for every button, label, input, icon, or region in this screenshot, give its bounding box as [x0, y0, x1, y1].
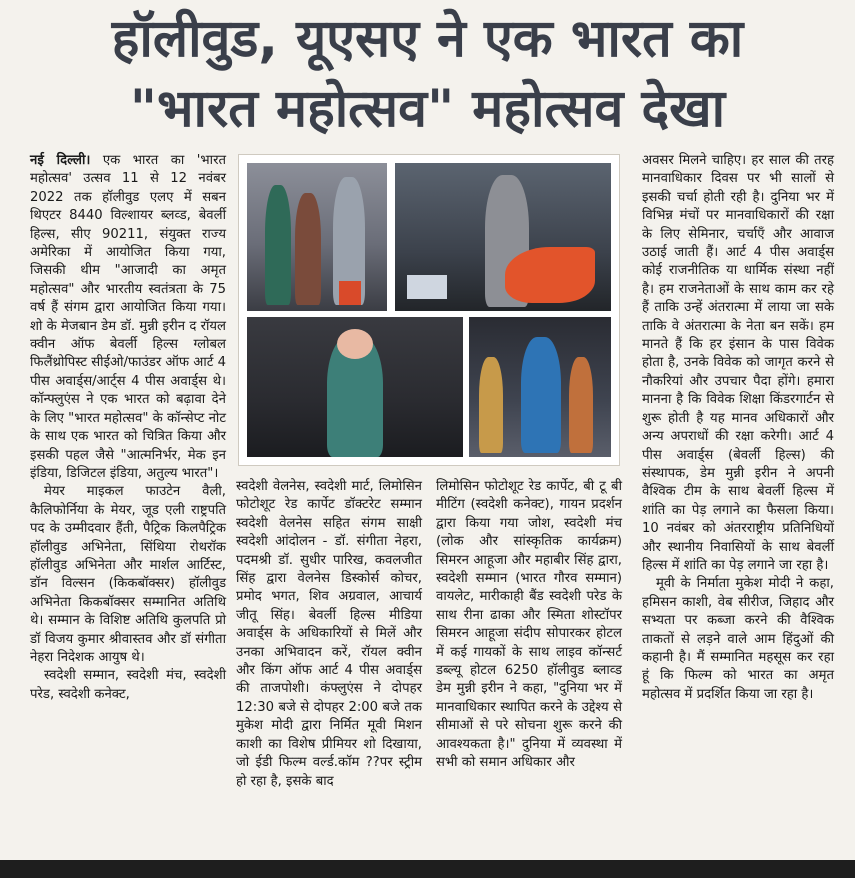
article-paragraph: लिमोसिन फोटोशूट रेड कार्पेट, बी टू बी मीटिंग (स्वदेशी कनेक्ट), गायन प्रदर्शन द्वारा किया गया जोश, स्वदेशी मंच (लोक और सांस्कृतिक कार्यक्रम) सिमरन आहूजा और महाबीर सिंह द्वारा, स्वदेशी सम्मान (भारत गौरव सम्मान) वायलेट, मारीकाही बैंड स्वदेशी परेड के साथ रीना ढाका और स्मिता शोस्टॉपर सिमरन आहूजा संदीप सोपारकर होटल में कई गायकों के साथ लाइव कॉन्सर्ट डब्ल्यू होटल 6250 हॉलीवुड ब्लाव्ड डेम मुन्नी इरीन ने कहा, "दुनिया भर में मानवाधिकार स्थापित करने के उद्देश्य से सीमाओं से परे सोचना शुरू करने की आवश्यकता है।" दुनिया में व्यवस्था में सभी को समान अधिकार और — [436, 479, 622, 771]
article-column-2 — [236, 478, 422, 791]
event-photo-collage — [238, 154, 620, 466]
photo-fashion-show-3 — [247, 317, 463, 457]
article-paragraph: अवसर मिलने चाहिए। हर साल की तरह मानवाधिकार दिवस पर भी सालों से इसकी चर्चा होती रही है। दुनिया भर में विभिन्न मंचों पर मानवाधिकारों की रक्षा के लिए सेमिनार, चर्चाएँ और आवाज उठाई जाती हैं। आर्ट 4 पीस अवार्ड्स कोई राजनीतिक या धार्मिक संस्था नहीं है। हम राजनेताओं के साथ काम कर रहे हैं ताकि उन्हें अंतरात्मा में लाया जा सके ताकि वे अंतरात्मा के नेता बन सकें। हम मानते हैं कि हर इंसान के पास विवेक होता है, उनके विवेक को जागृत करने से नौकरियां और उपचार पैदा होंगे। हमारा मानना है कि विवेक शिक्षा किंडरगार्टन से शुरू होती है यह मानव अधिकारों और अन्य अपराधों की रक्षा करेगी। आर्ट 4 पीस अवार्ड्स (बेवर्ली हिल्स) की संस्थापक, डेम मुन्नी इरीन ने अपनी वैश्विक टीम के साथ बेवर्ली हिल्स में शांति का पेड़ लगाने का फैसला किया। 10 नवंबर को अंतरराष्ट्रीय प्रतिनिधियों और स्थानीय निवासियों के साथ बेवर्ली हिल्स में शांति का पेड़ लगाने जा रहा है। — [642, 153, 834, 573]
dateline: नई दिल्ली। — [30, 153, 91, 168]
cropped-next-headline — [0, 860, 855, 878]
headline-line-2: "भारत महोत्सव" महोत्सव देखा — [129, 79, 726, 139]
article-column-4 — [642, 152, 834, 704]
photo-fashion-show-2 — [395, 163, 611, 311]
headline — [0, 4, 855, 144]
article-paragraph: स्वदेशी वेलनेस, स्वदेशी मार्ट, लिमोसिन फोटोशूट रेड कार्पेट डॉक्टरेट सम्मान स्वदेशी वेलनेस सहित संगम साक्षी स्वदेशी आंदोलन - डॉ. संगीता नेहरा, पदमश्री डॉ. सुधीर पारिख, कवलजीत सिंह द्वारा वेलनेस डिस्कोर्स कोचर, प्रमोद भगत, शिव अग्रवाल, आचार्य जीतू सिंह। बेवर्ली हिल्स मीडिया अवार्ड्स के अधिकारियों से मिलें और उनका अभिवादन करें, रॉयल क्वीन और किंग ऑफ आर्ट 4 पीस अवार्ड्स की ताजपोशी। कंफ्लुएंस ने दोपहर 12:30 बजे से दोपहर 2:00 बजे तक मुकेश मोदी द्वारा निर्मित मूवी मिशन काशी का विशेष प्रीमियर शो दिखाया, जो ईडी फिल्म वर्ल्ड.कॉम ??पर स्ट्रीम हो रहा है, इसके बाद — [236, 479, 422, 789]
photo-fashion-show-1 — [247, 163, 387, 311]
article-paragraph: नई दिल्ली। एक भारत का 'भारत महोत्सव' उत्सव 11 से 12 नवंबर 2022 तक हॉलीवुड एलए में सबन थिएटर 8440 विल्शायर ब्लव्ड, बेवर्ली हिल्स, सीए 90211, संयुक्त राज्य अमेरिका में आयोजित किया गया, जिसकी थीम "आजादी का अमृत महोत्सव" और भारतीय स्वतंत्रता के 75 वर्ष हैं संगम द्वारा आयोजित किया गया। शो के मेजबान डेम डॉ. मुन्नी इरीन द रॉयल क्वीन ऑफ बेवर्ली हिल्स ग्लोबल फिलैंथ्रोपिस्ट सीईओ/फाउंडर ऑफ आर्ट 4 पीस अवार्ड्स/आर्ट्स 4 पीस अवार्ड्स थे। कॉन्फ्लुएंस ने एक भारत को बढ़ावा देने के लिए "भारत महोत्सव" के कॉन्सेप्ट नोट के साथ एक भारत को चित्रित किया और इसकी पहल जैसे "आत्मनिर्भर, मेक इन इंडिया, डिजिटल इंडिया, अतुल्य भारत"। — [30, 153, 226, 481]
article-column-3 — [436, 478, 622, 773]
headline-line-1: हॉलीवुड, यूएसए ने एक भारत का — [111, 9, 744, 69]
article-paragraph: मूवी के निर्माता मुकेश मोदी ने कहा, हमिसन काशी, वेब सीरीज, जिहाद और सभ्यता पर कब्जा करने की वैश्विक ताकतों से लड़ने वाले आम हिंदुओं की कहानी है। मैं सम्मानित महसूस कर रहा हूं कि फिल्म को भारत का अमृत महोत्सव में प्रदर्शित किया जा रहा है। — [642, 576, 834, 702]
article-column-1 — [30, 152, 226, 704]
article-paragraph: स्वदेशी सम्मान, स्वदेशी मंच, स्वदेशी परेड, स्वदेशी कनेक्ट, — [30, 668, 226, 702]
photo-fashion-show-4 — [469, 317, 611, 457]
article-paragraph: मेयर माइकल फाउटेन वैली, कैलिफोर्निया के मेयर, जूड एली राष्ट्रपति पद के उम्मीदवार हैंती, पैट्रिक किलपैट्रिक हॉलीवुड अभिनेता, सिंथिया रोथरॉक हॉलीवुड अभिनेता और मार्शल आर्टिस्ट, डॉन विल्सन (किकबॉक्सर) हॉलीवुड अभिनेता किकबॉक्सर सम्मानित अतिथि थे। सम्मान के विशिष्ट अतिथि कुलपति प्रो डॉ विजय कुमार श्रीवास्तव और डॉ संगीता नेहरा निदेशक आयुष थे। — [30, 484, 226, 665]
